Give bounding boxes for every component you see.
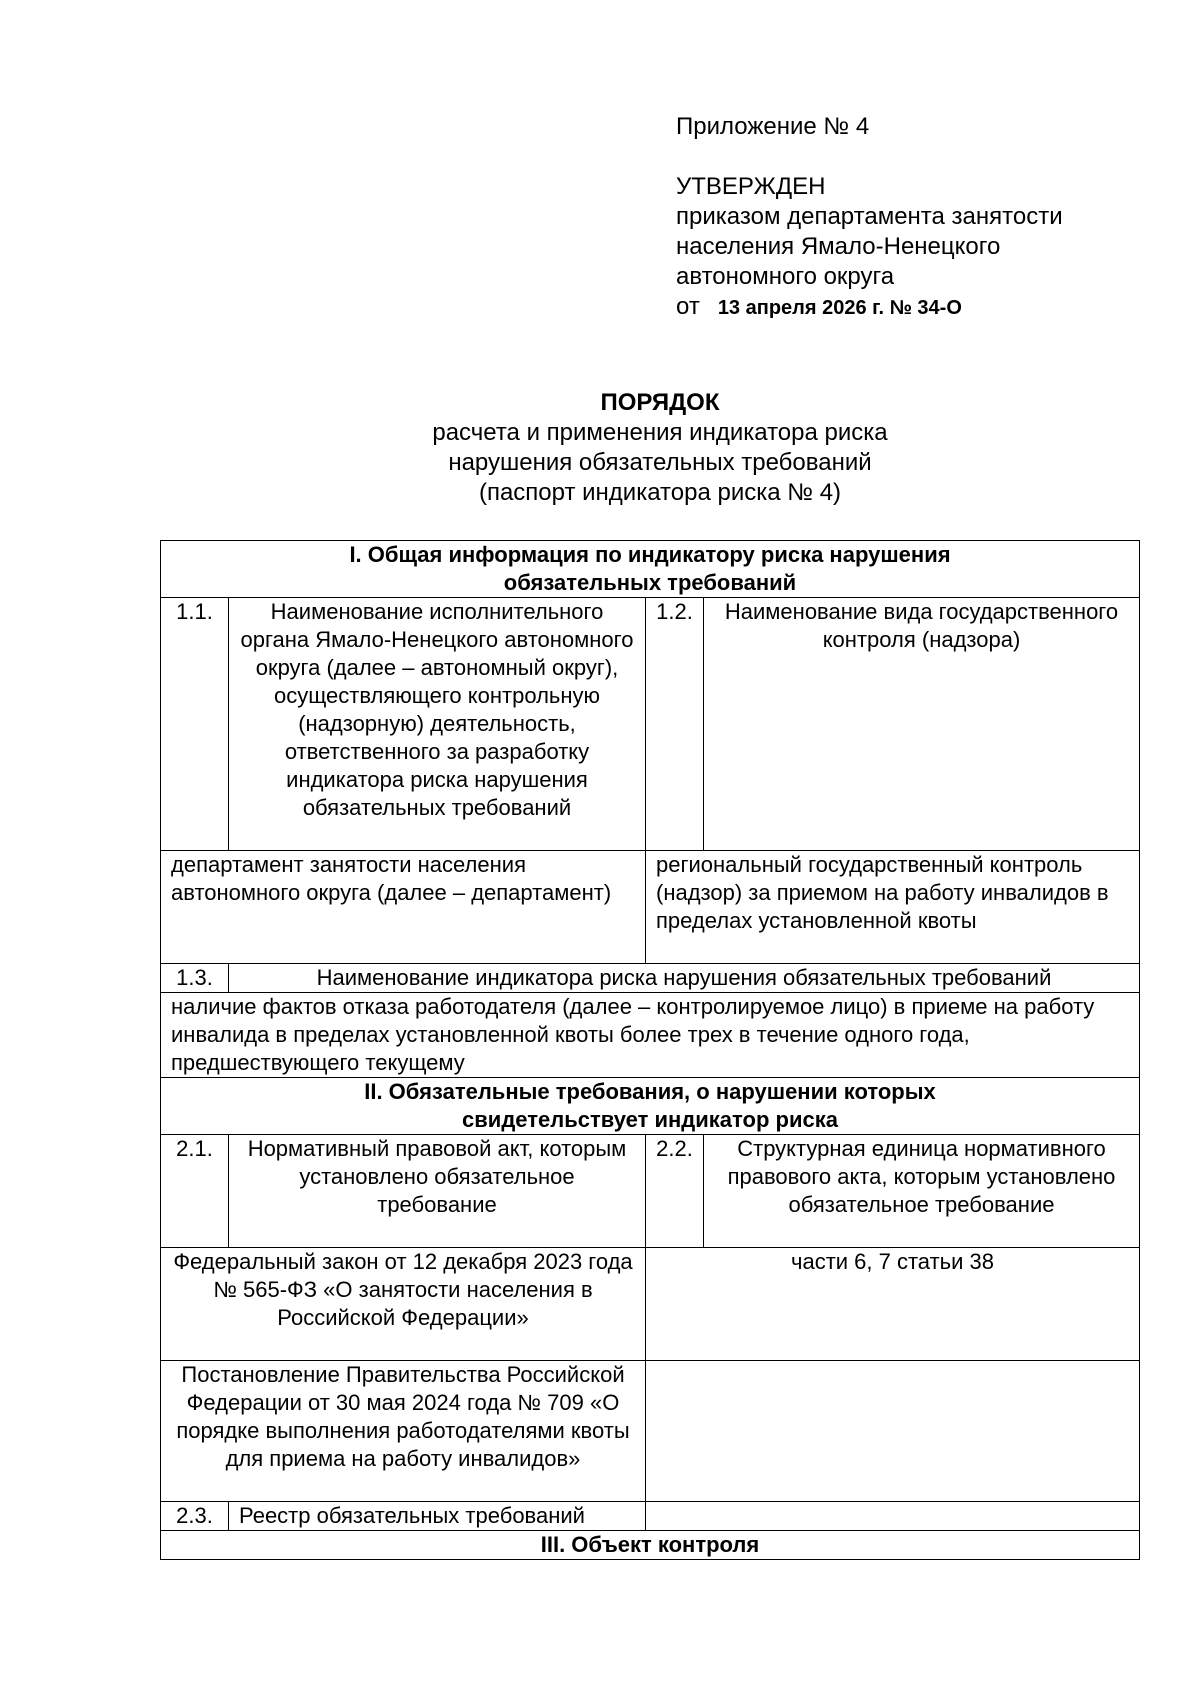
cell-1-3-label: Наименование индикатора риска нарушения обязательных требований [229, 964, 1140, 993]
cell-1-1-number: 1.1. [161, 598, 229, 851]
approval-block [676, 112, 1063, 323]
row-2-1-header [161, 1135, 1140, 1248]
section-2-header: II. Обязательные требования, о нарушении которых свидетельствует индикатор риска [161, 1078, 1140, 1135]
order-line-2: населения Ямало-Ненецкого [676, 233, 1001, 260]
law-2-structural-unit [646, 1361, 1140, 1502]
section-3-row [161, 1531, 1140, 1560]
order-date-line [676, 292, 1063, 323]
title-line-3: (паспорт индикатора риска № 4) [478, 479, 842, 506]
cell-2-1-label: Нормативный правовой акт, которым установлено обязательное требование [229, 1135, 646, 1248]
row-law-2 [161, 1361, 1140, 1502]
cell-2-3-number: 2.3. [161, 1502, 229, 1531]
law-2-name: Постановление Правительства Российской Федерации от 30 мая 2024 года № 709 «О порядке выполнения работодателями квоты для приема на работу инвалидов» [161, 1361, 646, 1502]
cell-1-1-value: департамент занятости населения автономного округа (далее – департамент) [161, 851, 646, 964]
row-1-3-value [161, 993, 1140, 1078]
section-3-header: III. Объект контроля [161, 1531, 1140, 1560]
row-1-values [161, 851, 1140, 964]
title-line-1: расчета и применения индикатора риска [432, 419, 888, 446]
section-2-row [161, 1078, 1140, 1135]
approved-label: УТВЕРЖДЕН [676, 173, 826, 200]
document-title [160, 388, 1160, 508]
cell-1-2-value: региональный государственный контроль (надзор) за приемом на работу инвалидов в пределах установленной квоты [646, 851, 1140, 964]
cell-1-3-value: наличие фактов отказа работодателя (далее – контролируемое лицо) в приеме на работу инвалида в пределах установленной квоты более трех в течение одного года, предшествующего текущему [161, 993, 1140, 1078]
row-1-3-header [161, 964, 1140, 993]
cell-2-3-value [646, 1502, 1140, 1531]
section-1-header: I. Общая информация по индикатору риска нарушения обязательных требований [161, 541, 1140, 598]
row-1-1-header [161, 598, 1140, 851]
law-1-name: Федеральный закон от 12 декабря 2023 года № 565-ФЗ «О занятости населения в Российской Федерации» [161, 1248, 646, 1361]
title-line-2: нарушения обязательных требований [448, 449, 872, 476]
order-date-number: 13 апреля 2026 г. № 34-О [717, 297, 962, 319]
order-line-1: приказом департамента занятости [676, 203, 1063, 230]
appendix-number: Приложение № 4 [676, 113, 870, 140]
row-law-1 [161, 1248, 1140, 1361]
cell-1-1-label: Наименование исполнительного органа Ямало-Ненецкого автономного округа (далее – автономный округ), осуществляющего контрольную (надзорную) деятельность, ответственного за разработку индикатора риска нарушения обязательных требований [229, 598, 646, 851]
cell-2-1-number: 2.1. [161, 1135, 229, 1248]
cell-2-3-label: Реестр обязательных требований [229, 1502, 646, 1531]
passport-table [160, 540, 1140, 1560]
cell-2-2-number: 2.2. [646, 1135, 704, 1248]
section-1-row [161, 541, 1140, 598]
order-line-3: автономного округа [676, 263, 895, 290]
cell-1-2-label: Наименование вида государственного контроля (надзора) [704, 598, 1140, 851]
law-1-structural-unit: части 6, 7 статьи 38 [646, 1248, 1140, 1361]
date-prefix: от [676, 293, 700, 320]
title-heading: ПОРЯДОК [600, 389, 720, 416]
cell-2-2-label: Структурная единица нормативного правового акта, которым установлено обязательное требование [704, 1135, 1140, 1248]
cell-1-3-number: 1.3. [161, 964, 229, 993]
cell-1-2-number: 1.2. [646, 598, 704, 851]
row-2-3 [161, 1502, 1140, 1531]
